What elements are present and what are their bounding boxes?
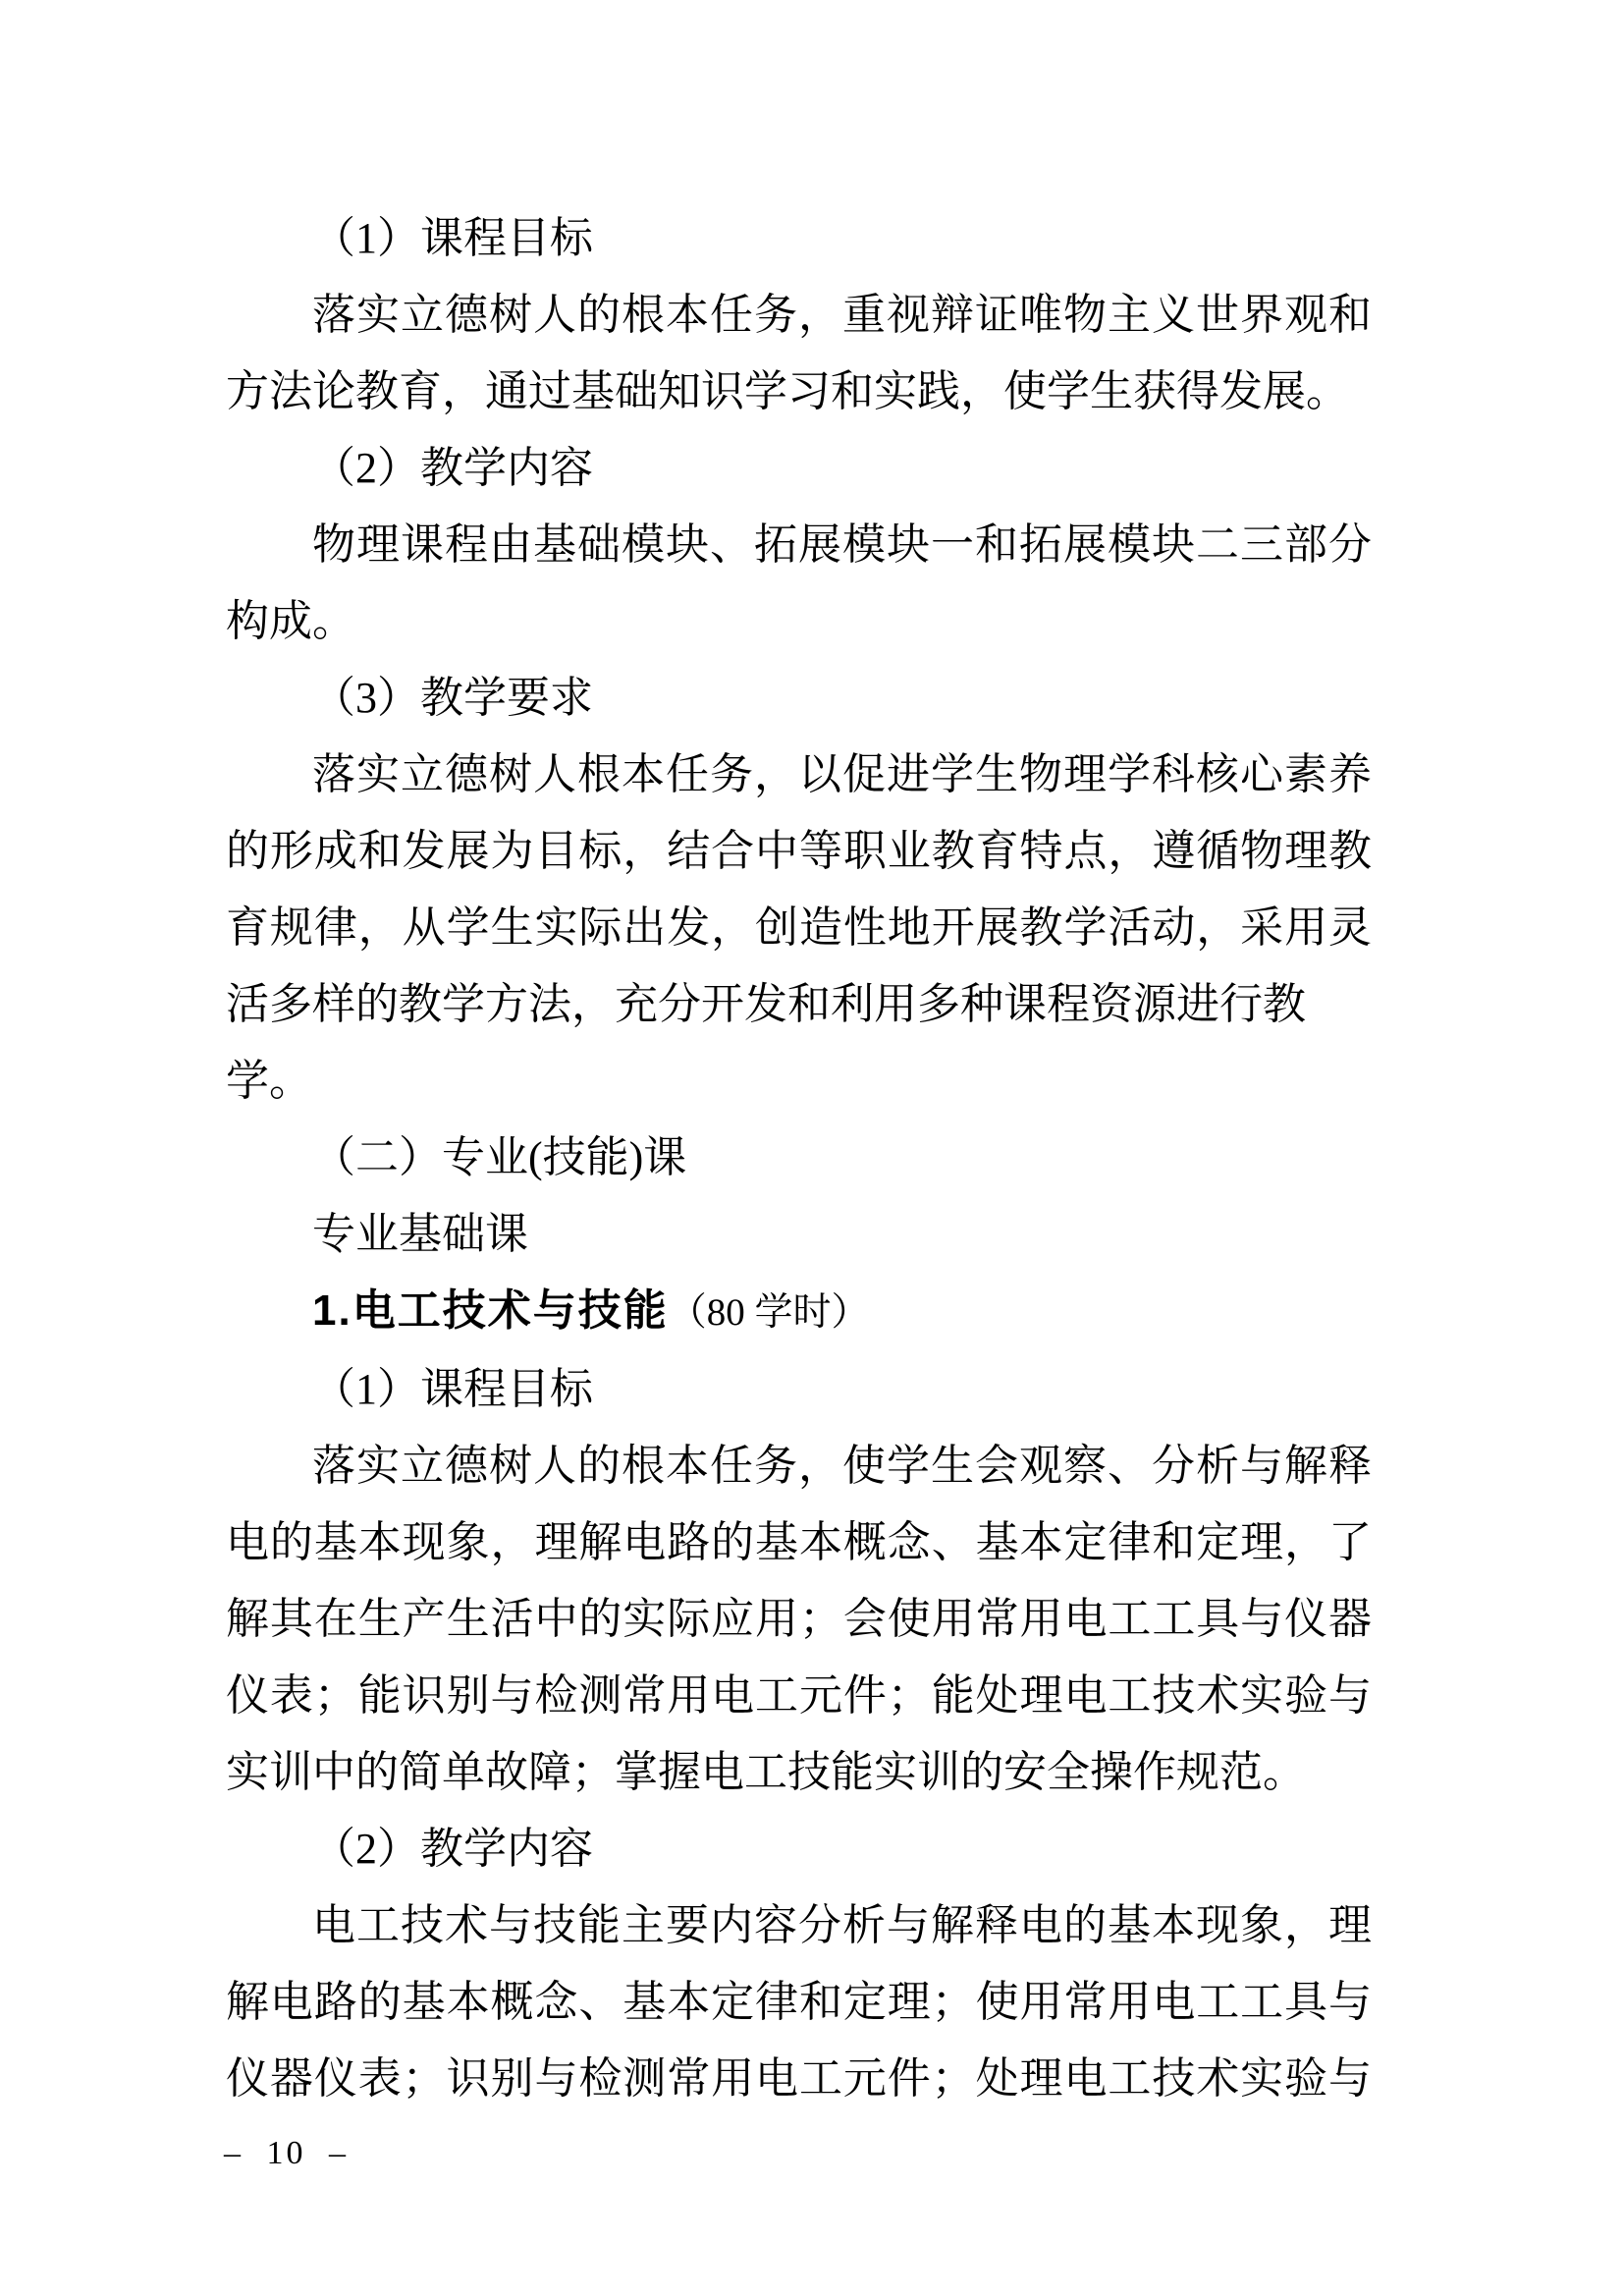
page-number: – 10 – <box>224 2135 349 2171</box>
text-line: 构成。 <box>226 597 355 645</box>
course-heading-hours: （80 学时） <box>668 1291 870 1334</box>
text-line: 落实立德树人的根本任务，使学生会观察、分析与解释 <box>312 1442 1372 1490</box>
section-heading-line: （1）课程目标 <box>312 214 593 262</box>
text-line: 物理课程由基础模块、拓展模块一和拓展模块二三部分 <box>312 520 1372 569</box>
text-line: 育规律，从学生实际出发，创造性地开展教学活动，采用灵 <box>226 903 1372 952</box>
text-line: 落实立德树人根本任务，以促进学生物理学科核心素养 <box>312 750 1372 798</box>
text-line: 电工技术与技能主要内容分析与解释电的基本现象，理 <box>312 1901 1372 1949</box>
course-heading-title: 1.电工技术与技能 <box>312 1286 669 1335</box>
section-heading-line: 专业基础课 <box>312 1210 528 1258</box>
section-heading-line: （3）教学要求 <box>312 674 593 722</box>
text-line: 电的基本现象，理解电路的基本概念、基本定律和定理，了 <box>226 1518 1372 1566</box>
document-body <box>226 200 1372 2117</box>
course-heading-line <box>226 1273 1372 1351</box>
text-line: 实训中的简单故障；掌握电工技能实训的安全操作规范。 <box>226 1748 1306 1796</box>
section-heading-line: （2）教学内容 <box>312 444 593 492</box>
section-heading-line: （1）课程目标 <box>312 1365 593 1413</box>
text-line: 解其在生产生活中的实际应用；会使用常用电工工具与仪器 <box>226 1595 1372 1643</box>
text-line: 活多样的教学方法，充分开发和利用多种课程资源进行教学。 <box>226 980 1306 1105</box>
text-line: 落实立德树人的根本任务，重视辩证唯物主义世界观和 <box>312 291 1372 339</box>
text-line: 方法论教育，通过基础知识学习和实践，使学生获得发展。 <box>226 367 1349 415</box>
text-line: 解电路的基本概念、基本定律和定理；使用常用电工工具与 <box>226 1978 1372 2026</box>
section-heading-line: （2）教学内容 <box>312 1825 593 1873</box>
section-heading-line: （二）专业(技能)课 <box>312 1133 687 1181</box>
text-line: 仪器仪表；识别与检测常用电工元件；处理电工技术实验与 <box>226 2054 1372 2103</box>
text-line: 的形成和发展为目标，结合中等职业教育特点，遵循物理教 <box>226 827 1372 875</box>
text-line: 仪表；能识别与检测常用电工元件；能处理电工技术实验与 <box>226 1671 1372 1720</box>
